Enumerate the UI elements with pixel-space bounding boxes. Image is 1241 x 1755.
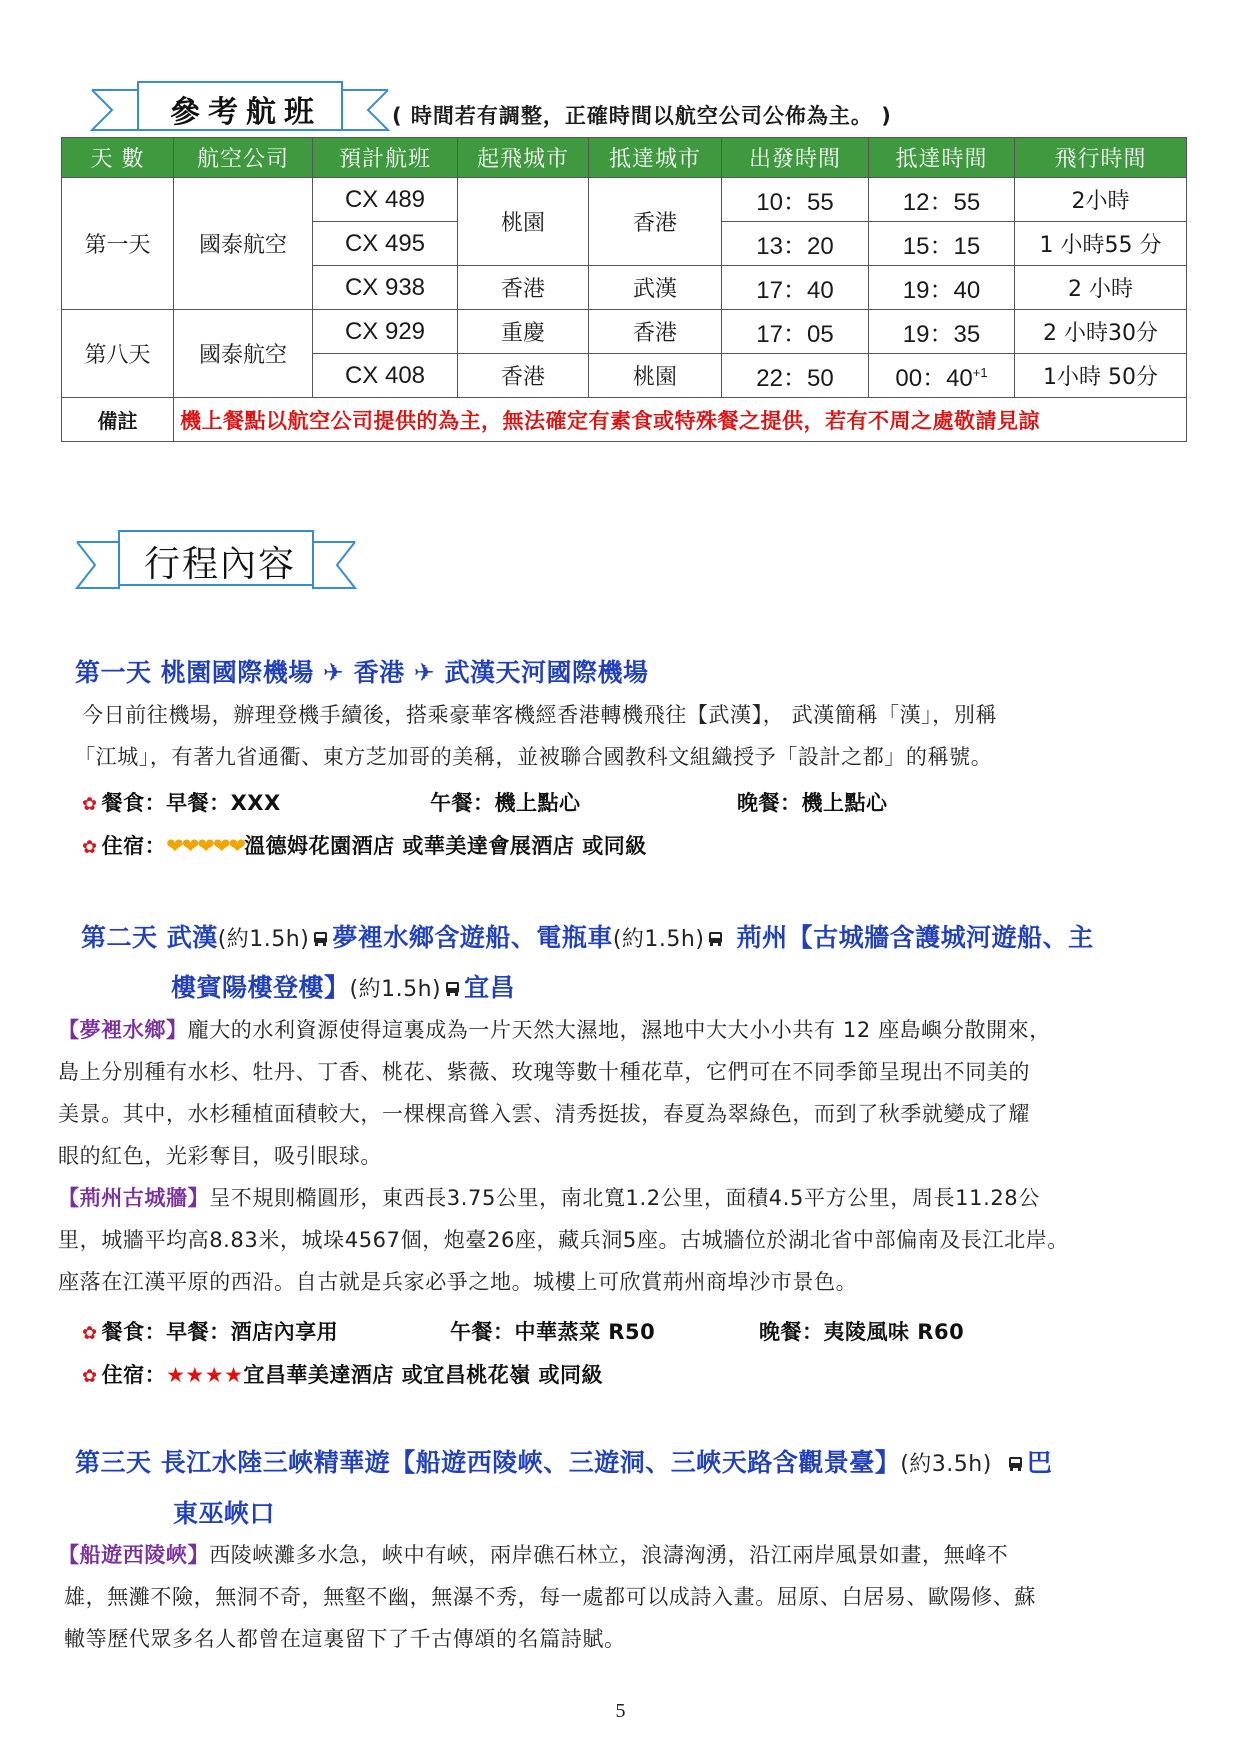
itinerary-section-title: 行程內容 — [144, 544, 297, 585]
day1-desc-line2: 「江城」，有著九省通衢、東方芝加哥的美稱，並被聯合國教科文組織授予「設計之都」的稱號。 — [74, 745, 993, 769]
dep-time: 22：50 — [722, 354, 869, 398]
star-rating-icon: ★★★★ — [166, 1363, 244, 1387]
day1-title-b: 香港 — [344, 658, 414, 687]
remark-row — [62, 398, 1187, 442]
from-city: 香港 — [458, 266, 589, 310]
arr-time: 19：40 — [869, 266, 1015, 310]
col-dep: 出發時間 — [722, 138, 869, 178]
day2-dur1: (約1.5h) — [217, 927, 310, 952]
day3-desc-xiling — [58, 1534, 1198, 1660]
duration: 2 小時 — [1015, 266, 1187, 310]
day1-description — [74, 694, 1182, 778]
dep-time: 17：05 — [722, 310, 869, 354]
day2-p1-line4: 眼的紅色，光彩奪目，吸引眼球。 — [58, 1144, 382, 1168]
day3-title-line2: 東巫峽口 — [173, 1499, 276, 1528]
day3-dur1: (約3.5h) — [900, 1452, 992, 1477]
attraction-tag: 【夢裡水鄉】 — [58, 1018, 188, 1042]
col-airline: 航空公司 — [174, 138, 313, 178]
day2-lunch: 午餐：中華蒸菜 R50 — [450, 1320, 656, 1344]
plane-icon: ✈ — [322, 658, 345, 687]
col-to: 抵達城市 — [589, 138, 722, 178]
remark-text: 機上餐點以航空公司提供的為主，無法確定有素食或特殊餐之提供，若有不周之處敬請見諒 — [174, 398, 1187, 442]
day3-p1-line1 — [58, 1534, 1198, 1576]
to-city: 武漢 — [589, 266, 722, 310]
flight-table-header — [62, 138, 1187, 178]
day1-desc-line1: 今日前往機場，辦理登機手續後，搭乘豪華客機經香港轉機飛往【武漢】， 武漢簡稱「漢」，別稱 — [82, 703, 998, 727]
plane-icon: ✈ — [413, 658, 436, 687]
day3-title-line1 — [75, 1443, 1052, 1479]
duration: 1 小時55 分 — [1015, 222, 1187, 266]
day2-p2-line2: 里，城牆平均高8.83米，城垛4567個，炮臺26座，藏兵洞5座。古城牆位於湖北省中部偏南及長江北岸。 — [58, 1228, 1069, 1252]
day3-title-a: 第三天 長江水陸三峽精華遊【船遊西陵峽、三遊洞、三峽天路含觀景臺】 — [75, 1448, 901, 1477]
day2-breakfast: 餐食：早餐：酒店內享用 — [101, 1320, 339, 1344]
arr-time: 12：55 — [869, 178, 1015, 222]
arr-time: 19：35 — [869, 310, 1015, 354]
dep-time: 17：40 — [722, 266, 869, 310]
day1-meals — [82, 787, 281, 817]
flight-number: CX 938 — [313, 266, 458, 310]
flight-number: CX 489 — [313, 178, 458, 222]
day3-p1-line2: 雄，無灘不險，無洞不奇，無壑不幽，無瀑不秀，每一處都可以成詩入畫。屈原、白居易、歐陽修、蘇 — [64, 1585, 1036, 1609]
day3-p1-text1: 西陵峽灘多水急，峽中有峽，兩岸礁石林立，浪濤洶湧，沿江兩岸風景如畫，無峰不 — [209, 1543, 1009, 1567]
day1-title-c: 武漢天河國際機場 — [435, 658, 649, 687]
col-days: 天 數 — [62, 138, 174, 178]
day1-breakfast: 餐食：早餐：XXX — [101, 791, 281, 815]
table-row — [62, 310, 1187, 354]
day2-p2-text1: 呈不規則橢圓形，東西長3.75公里，南北寬1.2公里，面積4.5平方公里，周長11.28公 — [209, 1186, 1040, 1210]
day2-title-line2 — [171, 968, 515, 1004]
flight-number: CX 495 — [313, 222, 458, 266]
dep-time: 13：20 — [722, 222, 869, 266]
day2-dur2: (約1.5h) — [612, 927, 705, 952]
day1-stay-prefix: 住宿： — [101, 834, 167, 858]
arr-time-cell — [869, 354, 1015, 398]
day1-stay-text: 溫德姆花園酒店 或華美達會展酒店 或同級 — [244, 834, 647, 858]
to-city: 香港 — [589, 310, 722, 354]
flight-number: CX 408 — [313, 354, 458, 398]
bus-icon — [313, 931, 328, 947]
day1-stay — [82, 830, 647, 860]
day3-title-b: 巴 — [1026, 1448, 1053, 1477]
bus-icon — [708, 931, 723, 947]
from-city: 桃園 — [458, 178, 589, 266]
day2-p1-line1 — [58, 1009, 1198, 1051]
day-label: 第一天 — [62, 178, 174, 310]
day2-meals — [82, 1316, 338, 1346]
airline: 國泰航空 — [174, 178, 313, 310]
flight-number: CX 929 — [313, 310, 458, 354]
flower-icon: ✿ — [82, 1366, 98, 1387]
next-day-marker: +1 — [972, 365, 988, 380]
col-duration: 飛行時間 — [1015, 138, 1187, 178]
flight-note: ( 時間若有調整，正確時間以航空公司公佈為主。 ) — [392, 104, 892, 128]
flight-section-title: 參考航班 — [170, 95, 322, 130]
from-city: 重慶 — [458, 310, 589, 354]
airline: 國泰航空 — [174, 310, 313, 398]
day2-p2-line3: 座落在江漢平原的西沿。自古就是兵家必爭之地。城樓上可欣賞荊州商埠沙市景色。 — [58, 1270, 858, 1294]
flight-section-banner — [90, 80, 390, 140]
table-row — [62, 178, 1187, 222]
day2-p1-text1: 龐大的水利資源使得這裏成為一片天然大濕地，濕地中大大小小共有 12 座島嶼分散開來， — [187, 1018, 1051, 1042]
day2-title-b: 夢裡水鄉含遊船、電瓶車 — [332, 923, 613, 952]
col-flight: 預計航班 — [313, 138, 458, 178]
day2-title-e: 宜昌 — [464, 973, 516, 1002]
day2-p2-line1 — [58, 1177, 1198, 1219]
rating-icon: ❤❤❤❤❤ — [166, 834, 245, 858]
duration: 2小時 — [1015, 178, 1187, 222]
day2-desc-mengli — [58, 1009, 1198, 1303]
flight-table — [61, 137, 1187, 442]
duration: 1小時 50分 — [1015, 354, 1187, 398]
remark-label: 備註 — [62, 398, 174, 442]
arr-time: 00：40 — [895, 365, 973, 392]
day3-p1-line3: 轍等歷代眾多名人都曾在這裏留下了千古傳頌的名篇詩賦。 — [64, 1627, 626, 1651]
day2-stay — [82, 1359, 603, 1389]
day2-dur3: (約1.5h) — [349, 977, 442, 1002]
flower-icon: ✿ — [82, 837, 98, 858]
day2-title-d: 樓賓陽樓登樓】 — [171, 973, 350, 1002]
day-label: 第八天 — [62, 310, 174, 398]
day1-dinner: 晚餐：機上點心 — [737, 791, 888, 815]
dep-time: 10：55 — [722, 178, 869, 222]
day1-lunch: 午餐：機上點心 — [430, 791, 581, 815]
from-city: 香港 — [458, 354, 589, 398]
day2-dinner: 晚餐：夷陵風味 R60 — [759, 1320, 965, 1344]
to-city: 桃園 — [589, 354, 722, 398]
itinerary-section-banner — [75, 528, 357, 598]
day2-stay-text: 宜昌華美達酒店 或宜昌桃花嶺 或同級 — [243, 1363, 604, 1387]
day2-p1-line3: 美景。其中，水杉種植面積較大，一棵棵高聳入雲、清秀挺拔，春夏為翠綠色，而到了秋季就變成了耀 — [58, 1102, 1030, 1126]
flower-icon: ✿ — [82, 794, 98, 815]
flower-icon: ✿ — [82, 1323, 98, 1344]
attraction-tag: 【荊州古城牆】 — [58, 1186, 210, 1210]
duration: 2 小時30分 — [1015, 310, 1187, 354]
to-city: 香港 — [589, 178, 722, 266]
page-number: 5 — [615, 1700, 626, 1722]
col-arr: 抵達時間 — [869, 138, 1015, 178]
attraction-tag: 【船遊西陵峽】 — [58, 1543, 210, 1567]
day1-title-a: 第一天 桃園國際機場 — [75, 658, 323, 687]
day2-title-a: 第二天 武漢 — [81, 923, 218, 952]
day1-title — [75, 653, 648, 689]
bus-icon — [445, 981, 460, 997]
day2-title-line1 — [81, 918, 1094, 954]
bus-icon — [1008, 1456, 1023, 1472]
day2-p1-line2: 島上分別種有水杉、牡丹、丁香、桃花、紫薇、玫瑰等數十種花草，它們可在不同季節呈現出不同美的 — [58, 1060, 1030, 1084]
arr-time: 15：15 — [869, 222, 1015, 266]
day2-stay-prefix: 住宿： — [101, 1363, 167, 1387]
col-from: 起飛城市 — [458, 138, 589, 178]
day2-title-c: 荊州【古城牆含護城河遊船、主 — [727, 923, 1094, 952]
